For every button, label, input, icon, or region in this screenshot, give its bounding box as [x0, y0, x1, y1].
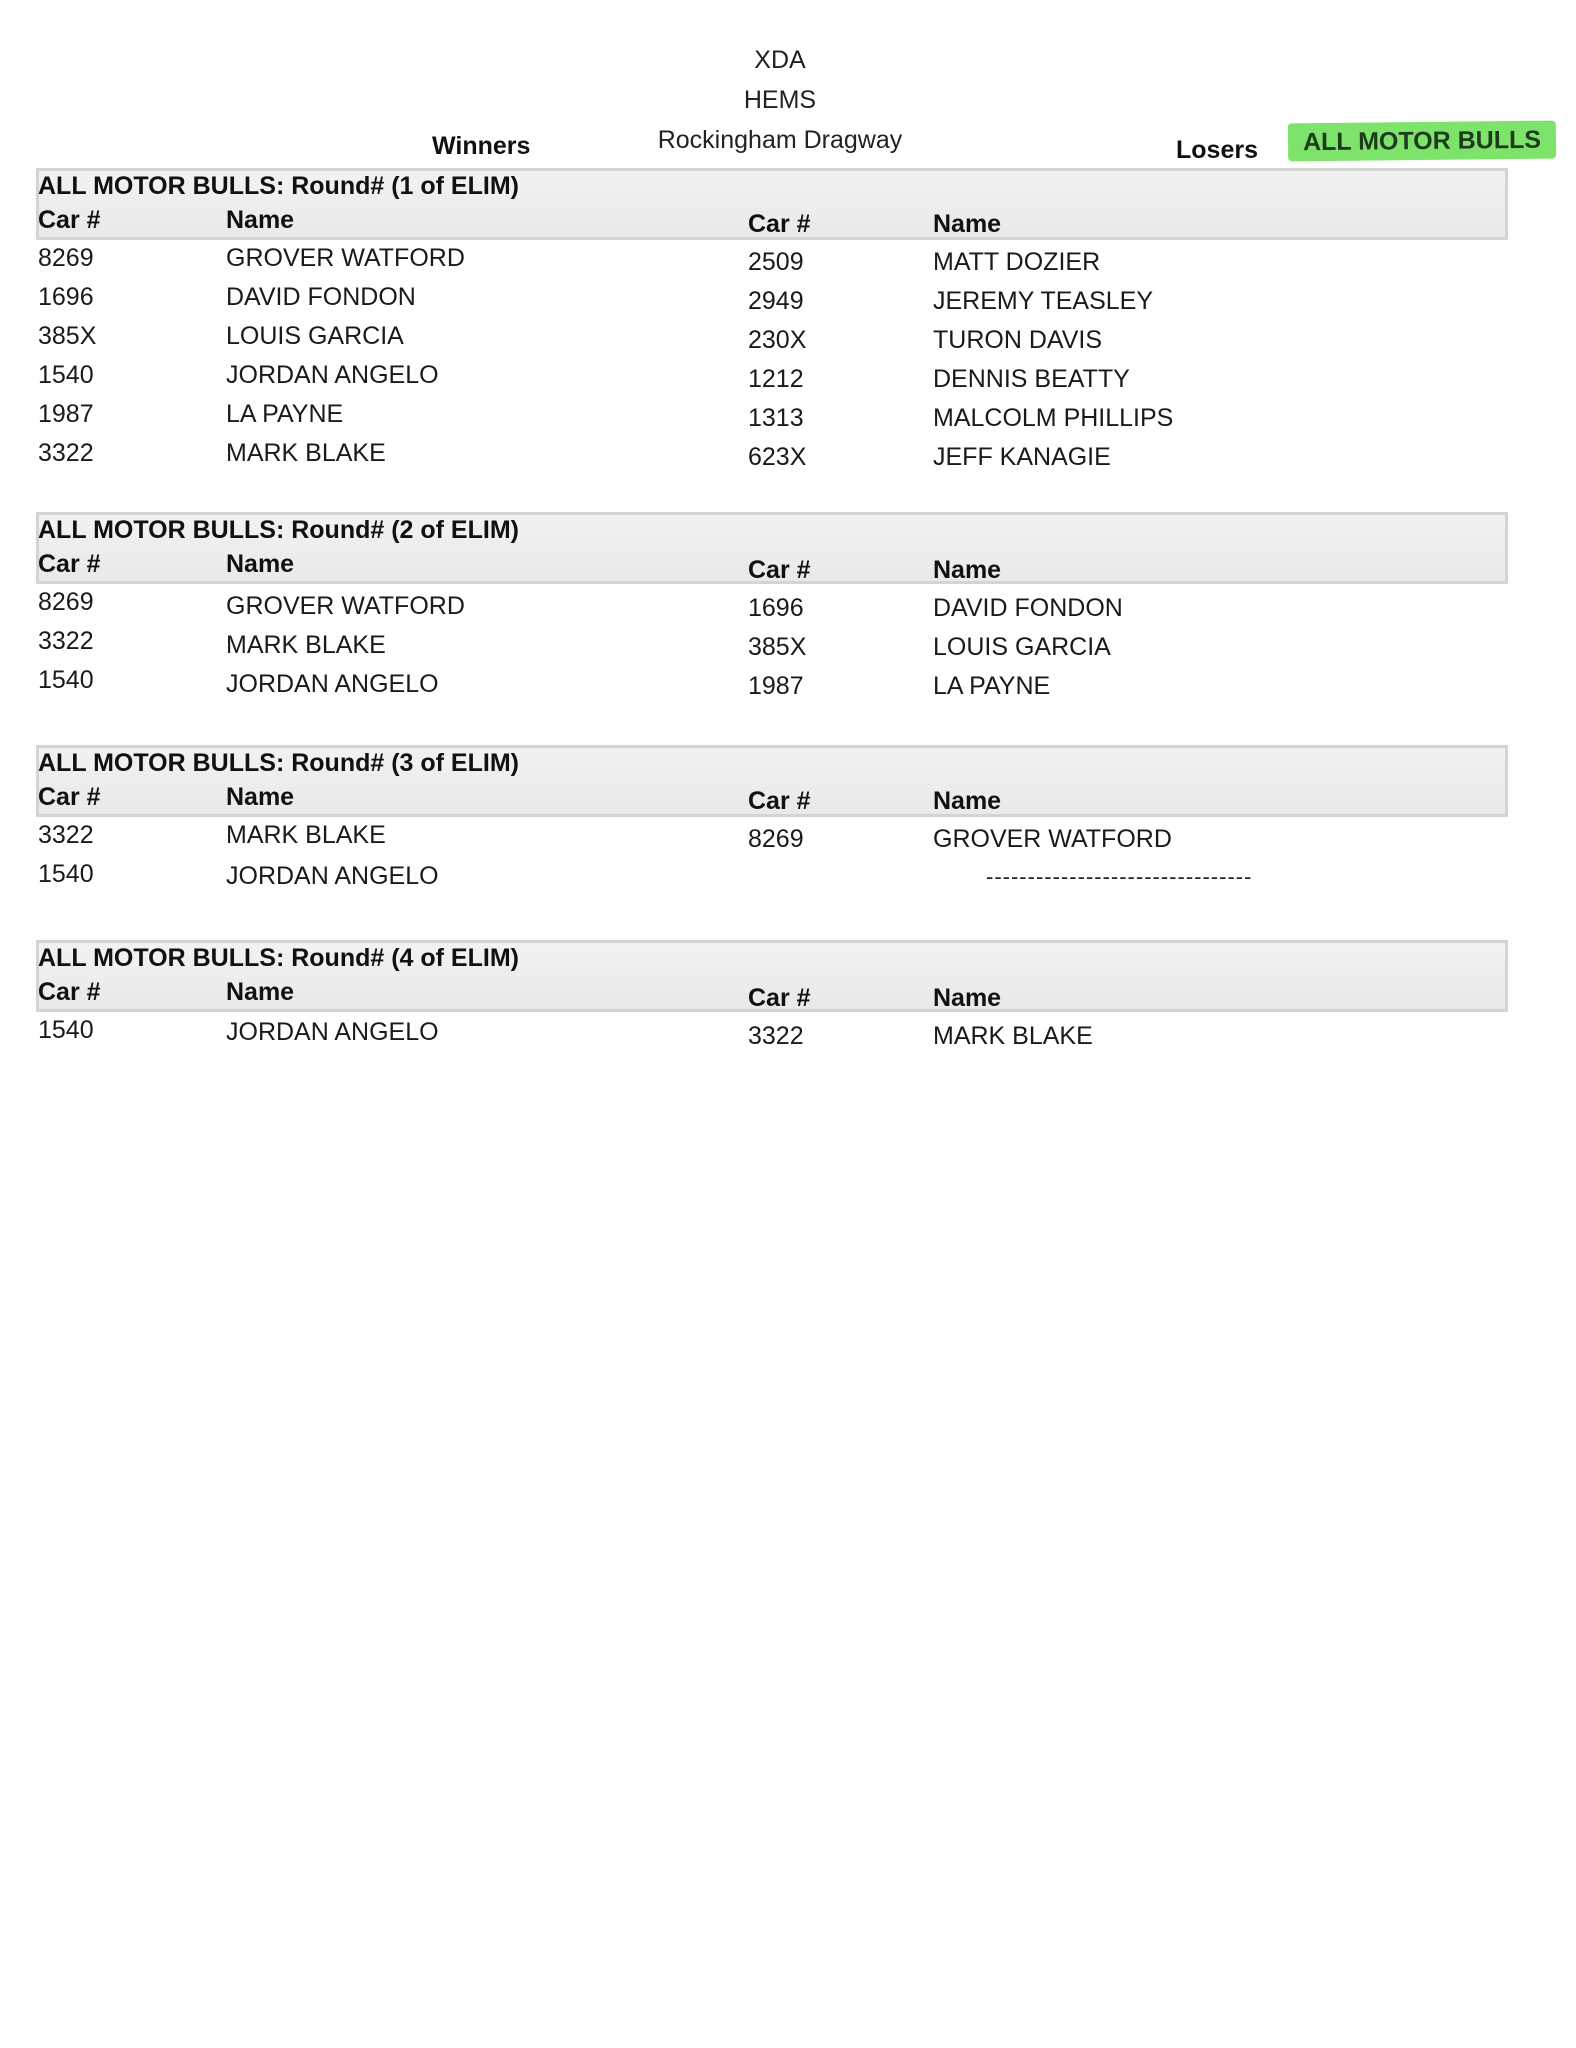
table-row — [36, 627, 1508, 666]
venue-title: Rockingham Dragway — [657, 126, 903, 154]
table-row — [36, 439, 1508, 478]
loser-name: MALCOLM PHILLIPS — [933, 404, 1174, 432]
event-title: HEMS — [743, 86, 817, 114]
winner-name: DAVID FONDON — [226, 283, 416, 311]
class-badge: ALL MOTOR BULLS — [1288, 121, 1556, 162]
winner-car-header: Car # — [38, 978, 101, 1006]
org-title: XDA — [754, 46, 806, 74]
empty-loser-dashes: -------------------------------- — [986, 864, 1253, 889]
loser-name-header: Name — [933, 984, 1002, 1012]
round-title: ALL MOTOR BULLS: Round# (2 of ELIM) — [38, 516, 519, 544]
winner-name: LA PAYNE — [226, 400, 344, 428]
winner-name-header: Name — [226, 978, 295, 1006]
loser-name: LA PAYNE — [933, 672, 1051, 700]
winner-car-header: Car # — [38, 550, 101, 578]
winner-name-header: Name — [226, 783, 295, 811]
winner-name: GROVER WATFORD — [226, 244, 465, 272]
winner-name: LOUIS GARCIA — [226, 322, 404, 350]
winner-car: 3322 — [38, 821, 94, 849]
table-row — [36, 1016, 1508, 1055]
winner-name: JORDAN ANGELO — [226, 361, 439, 389]
winner-name: MARK BLAKE — [226, 439, 386, 467]
loser-name: JEFF KANAGIE — [933, 443, 1111, 471]
loser-name: DENNIS BEATTY — [933, 365, 1130, 393]
loser-car: 3322 — [748, 1022, 804, 1050]
loser-name: MATT DOZIER — [933, 248, 1101, 276]
loser-car: 1313 — [748, 404, 804, 432]
loser-name: MARK BLAKE — [933, 1022, 1093, 1050]
winner-name: JORDAN ANGELO — [226, 862, 439, 890]
loser-name: JEREMY TEASLEY — [933, 287, 1153, 315]
loser-car-header: Car # — [748, 984, 811, 1012]
table-row — [36, 361, 1508, 400]
loser-car: 2949 — [748, 287, 804, 315]
winner-car: 1987 — [38, 400, 94, 428]
winner-car-header: Car # — [38, 206, 101, 234]
table-row — [36, 244, 1508, 283]
winner-name: MARK BLAKE — [226, 821, 386, 849]
loser-car: 1987 — [748, 672, 804, 700]
loser-car: 1212 — [748, 365, 804, 393]
winner-car: 1696 — [38, 283, 94, 311]
loser-car: 385X — [748, 633, 807, 661]
loser-name: DAVID FONDON — [933, 594, 1123, 622]
loser-name-header: Name — [933, 210, 1002, 238]
round-title: ALL MOTOR BULLS: Round# (1 of ELIM) — [38, 172, 519, 200]
table-row — [36, 400, 1508, 439]
loser-car: 623X — [748, 443, 807, 471]
loser-car: 1696 — [748, 594, 804, 622]
winner-car: 1540 — [38, 666, 94, 694]
round-title: ALL MOTOR BULLS: Round# (4 of ELIM) — [38, 944, 519, 972]
round-title: ALL MOTOR BULLS: Round# (3 of ELIM) — [38, 749, 519, 777]
winner-name: JORDAN ANGELO — [226, 1018, 439, 1046]
loser-car: 2509 — [748, 248, 804, 276]
winners-label: Winners — [432, 132, 531, 160]
winner-car-header: Car # — [38, 783, 101, 811]
winner-name: MARK BLAKE — [226, 631, 386, 659]
winner-car: 1540 — [38, 361, 94, 389]
table-row — [36, 860, 1508, 899]
winner-name: JORDAN ANGELO — [226, 670, 439, 698]
table-row — [36, 322, 1508, 361]
winner-name: GROVER WATFORD — [226, 592, 465, 620]
winner-car: 3322 — [38, 627, 94, 655]
table-row — [36, 588, 1508, 627]
loser-name: TURON DAVIS — [933, 326, 1102, 354]
winner-car: 8269 — [38, 588, 94, 616]
loser-car-header: Car # — [748, 556, 811, 584]
loser-name-header: Name — [933, 556, 1002, 584]
table-row — [36, 821, 1508, 860]
winner-car: 8269 — [38, 244, 94, 272]
loser-car: 230X — [748, 326, 807, 354]
winner-car: 1540 — [38, 860, 94, 888]
loser-name: LOUIS GARCIA — [933, 633, 1111, 661]
loser-car-header: Car # — [748, 787, 811, 815]
losers-label: Losers — [1176, 136, 1258, 164]
table-row — [36, 283, 1508, 322]
loser-name: GROVER WATFORD — [933, 825, 1172, 853]
loser-car-header: Car # — [748, 210, 811, 238]
loser-name-header: Name — [933, 787, 1002, 815]
loser-car: 8269 — [748, 825, 804, 853]
table-row — [36, 666, 1508, 705]
winner-car: 1540 — [38, 1016, 94, 1044]
winner-car: 3322 — [38, 439, 94, 467]
winner-name-header: Name — [226, 550, 295, 578]
winner-name-header: Name — [226, 206, 295, 234]
winner-car: 385X — [38, 322, 97, 350]
